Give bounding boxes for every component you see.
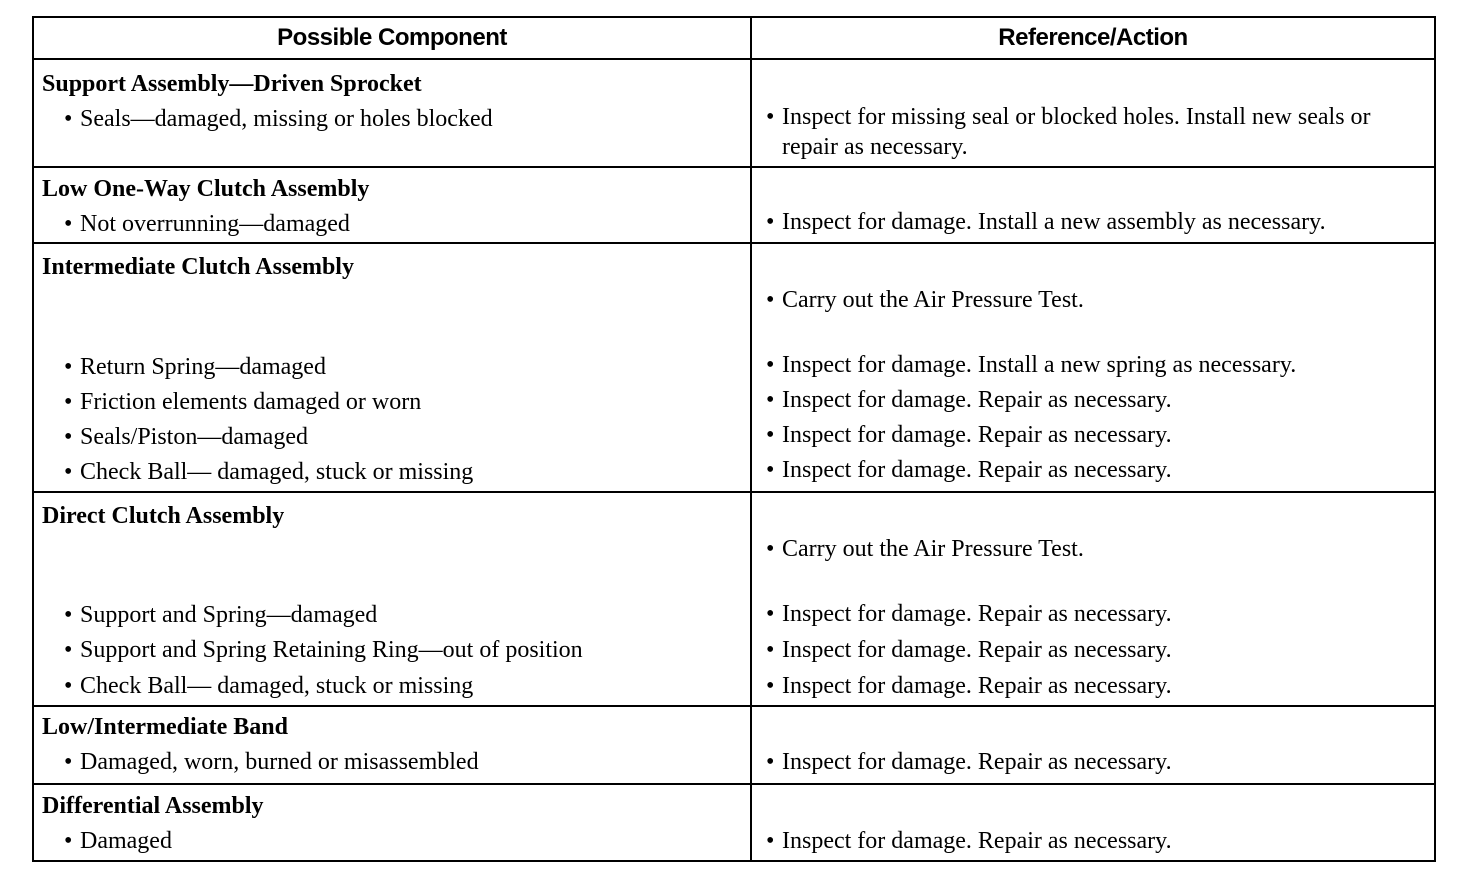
component-item: • Seals/Piston—damaged: [80, 422, 308, 452]
section-title: Support Assembly—Driven Sprocket: [42, 71, 422, 97]
component-cell: [34, 785, 752, 860]
action-item: • Inspect for damage. Repair as necessary.: [782, 420, 1432, 450]
action-cell: [752, 244, 1434, 491]
component-cell: [34, 60, 752, 166]
action-item: • Inspect for damage. Repair as necessary.: [782, 671, 1432, 701]
action-item: • Carry out the Air Pressure Test.: [782, 534, 1432, 564]
section-title: Direct Clutch Assembly: [42, 503, 285, 529]
action-cell: [752, 168, 1434, 242]
section-title: Low One-Way Clutch Assembly: [42, 176, 370, 202]
section-title: Intermediate Clutch Assembly: [42, 254, 354, 280]
component-cell: [34, 244, 752, 491]
section-support-assembly: [34, 60, 1434, 168]
component-item: • Check Ball— damaged, stuck or missing: [80, 671, 473, 701]
component-cell: [34, 493, 752, 705]
section-title: Low/Intermediate Band: [42, 714, 288, 740]
component-item: • Check Ball— damaged, stuck or missing: [80, 457, 473, 487]
action-item: • Inspect for damage. Install a new spring as necessary.: [782, 350, 1432, 380]
component-item: • Return Spring—damaged: [80, 352, 326, 382]
table-header: [34, 18, 1434, 60]
action-cell: [752, 493, 1434, 705]
action-item: • Carry out the Air Pressure Test.: [782, 285, 1432, 315]
action-item: • Inspect for damage. Install a new assembly as necessary.: [782, 207, 1432, 237]
section-low-intermediate-band: [34, 707, 1434, 785]
header-reference-action: Reference/Action: [998, 24, 1188, 51]
action-item: • Inspect for damage. Repair as necessary.: [782, 747, 1432, 777]
action-item: • Inspect for damage. Repair as necessary.: [782, 455, 1432, 485]
component-item: • Damaged: [80, 826, 172, 856]
component-item: • Support and Spring—damaged: [80, 600, 377, 630]
action-cell: [752, 60, 1434, 166]
section-low-one-way-clutch: [34, 168, 1434, 244]
action-item: • Inspect for missing seal or blocked holes. Install new seals or repair as necessary.: [782, 102, 1432, 162]
component-cell: [34, 168, 752, 242]
action-item: • Inspect for damage. Repair as necessary.: [782, 385, 1432, 415]
component-item: • Friction elements damaged or worn: [80, 387, 421, 417]
section-direct-clutch: [34, 493, 1434, 707]
action-item: • Inspect for damage. Repair as necessary.: [782, 826, 1432, 856]
component-item: • Seals—damaged, missing or holes blocked: [80, 104, 493, 134]
action-item: • Inspect for damage. Repair as necessary.: [782, 635, 1432, 665]
component-item: • Not overrunning—damaged: [80, 209, 350, 239]
component-item: • Support and Spring Retaining Ring—out of position: [80, 635, 583, 665]
diagnosis-table: [32, 16, 1436, 862]
action-item: • Inspect for damage. Repair as necessary.: [782, 599, 1432, 629]
header-possible-component: Possible Component: [34, 18, 752, 58]
section-intermediate-clutch: [34, 244, 1434, 493]
component-item: • Damaged, worn, burned or misassembled: [80, 747, 479, 777]
action-cell: [752, 785, 1434, 860]
section-differential-assembly: [34, 785, 1434, 860]
action-cell: [752, 707, 1434, 783]
section-title: Differential Assembly: [42, 793, 264, 819]
component-cell: [34, 707, 752, 783]
